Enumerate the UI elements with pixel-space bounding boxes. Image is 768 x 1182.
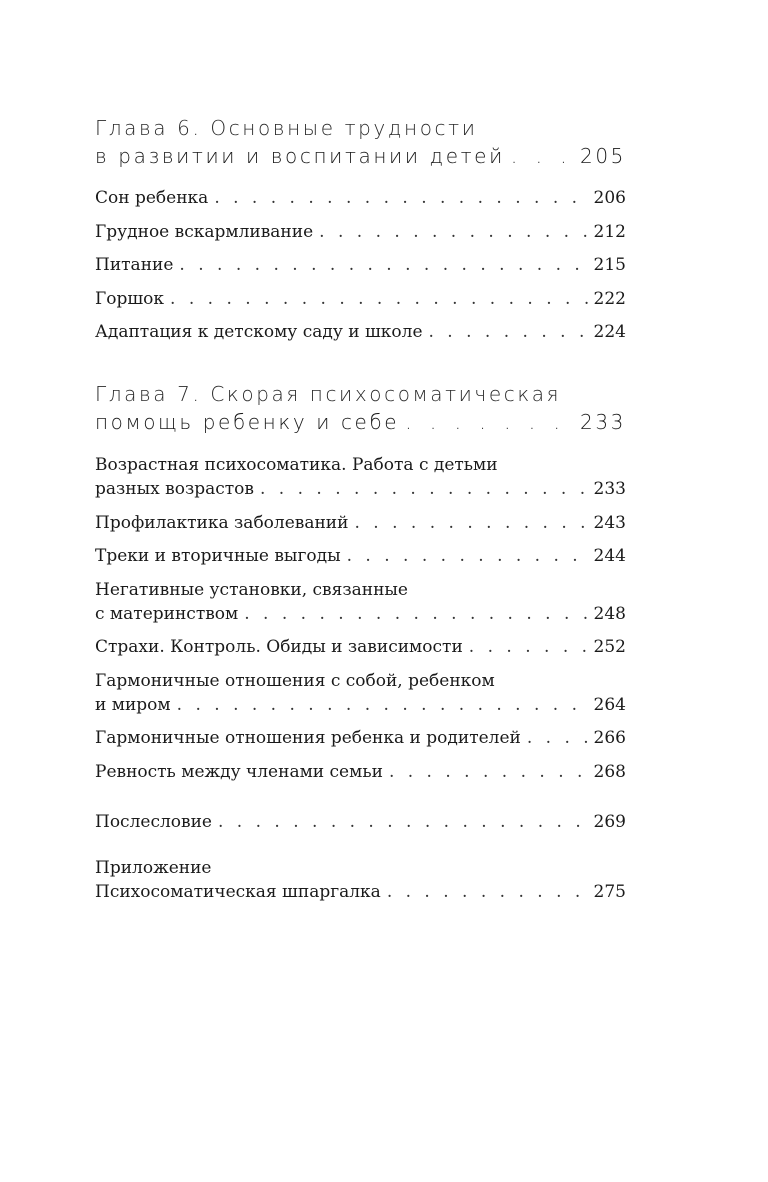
toc-entry-page: 264 <box>593 694 626 715</box>
toc-entry-row <box>95 602 626 626</box>
toc-appendix <box>95 856 626 904</box>
toc-entry <box>95 453 626 501</box>
chapter-6-heading <box>95 114 626 170</box>
toc-entry-page: 243 <box>593 512 626 533</box>
toc-entry-page: 215 <box>593 255 626 275</box>
dot-leader <box>354 511 587 535</box>
toc-entry <box>95 220 626 244</box>
appendix-heading: Приложение <box>95 858 212 878</box>
toc-entry-label: Треки и вторичные выгоды <box>95 546 341 566</box>
chapter-7-title-line1: Глава 7. Скорая психосоматическая <box>95 382 562 406</box>
chapter-7-page: 233 <box>580 410 626 434</box>
dot-leader <box>347 544 588 568</box>
toc-entry-page: 224 <box>593 322 626 342</box>
toc-entry-label: Профилактика заболеваний <box>95 512 349 533</box>
dot-leader <box>179 253 587 277</box>
toc-entry-page: 244 <box>593 546 626 566</box>
dot-leader <box>387 880 588 904</box>
dot-leader <box>511 142 574 170</box>
dot-leader <box>469 635 588 659</box>
toc-entry <box>95 253 626 277</box>
toc-entry-row <box>95 477 626 501</box>
toc-entry <box>95 287 626 311</box>
toc-entry <box>95 511 626 535</box>
toc-entry-page: 212 <box>593 221 626 242</box>
toc-entry <box>95 186 626 210</box>
toc-entry-label: Страхи. Контроль. Обиды и зависимости <box>95 637 463 657</box>
dot-leader <box>218 810 588 834</box>
chapter-6-title-line2: в развитии и воспитании детей <box>95 144 505 168</box>
toc-entry-page: 222 <box>593 288 626 309</box>
dot-leader <box>260 477 588 501</box>
chapter-6-title-row <box>95 142 626 170</box>
chapter-6-page: 205 <box>580 144 626 168</box>
chapter-6-entries <box>95 186 626 344</box>
toc-entry <box>95 578 626 626</box>
toc-entry-page: 233 <box>593 479 626 499</box>
chapter-7-entries <box>95 453 626 784</box>
toc-entry-page: 252 <box>593 637 626 657</box>
toc-entry <box>95 669 626 717</box>
afterword-label: Послесловие <box>95 812 212 832</box>
toc-entry-label: Адаптация к детскому саду и школе <box>95 322 423 342</box>
toc-entry <box>95 726 626 750</box>
chapter-7-title-line2: помощь ребенку и себе <box>95 410 400 434</box>
toc-entry-label-line1: Гармоничные отношения с собой, ребенком <box>95 670 495 691</box>
toc-entry-label-line1: Возрастная психосоматика. Работа с детьми <box>95 455 498 475</box>
toc-entry-row <box>95 693 626 717</box>
dot-leader <box>319 220 587 244</box>
toc-entry <box>95 544 626 568</box>
toc-entry-label: Горшок <box>95 288 165 309</box>
toc-entry-label: Ревность между членами семьи <box>95 761 383 782</box>
toc-entry <box>95 635 626 659</box>
appendix-page: 275 <box>593 882 626 902</box>
toc-entry <box>95 760 626 784</box>
chapter-7-title-row <box>95 408 626 436</box>
toc-entry-label: Сон ребенка <box>95 188 209 208</box>
toc-entry-page: 206 <box>593 188 626 208</box>
dot-leader <box>244 602 587 626</box>
dot-leader <box>389 760 588 784</box>
toc-entry <box>95 320 626 344</box>
appendix-label: Психосоматическая шпаргалка <box>95 882 381 902</box>
dot-leader <box>527 726 588 750</box>
toc-entry-page: 268 <box>593 761 626 782</box>
chapter-7-heading <box>95 380 626 436</box>
toc-entry-label: и миром <box>95 694 171 715</box>
toc-afterword <box>95 810 626 834</box>
dot-leader <box>429 320 588 344</box>
toc-entry-label: разных возрастов <box>95 479 254 499</box>
toc-entry-label: Грудное вскармливание <box>95 221 314 242</box>
toc-entry-label: Питание <box>95 255 174 275</box>
toc-entry-page: 248 <box>593 603 626 624</box>
toc-entry-label-line1: Негативные установки, связанные <box>95 579 408 600</box>
toc-entry-page: 266 <box>593 728 626 748</box>
dot-leader <box>405 408 574 436</box>
dot-leader <box>214 186 587 210</box>
dot-leader <box>177 693 588 717</box>
appendix-row <box>95 880 626 904</box>
toc-entry-label: с материнством <box>95 603 239 624</box>
afterword-page: 269 <box>593 812 626 832</box>
dot-leader <box>170 287 588 311</box>
toc-entry-label: Гармоничные отношения ребенка и родителей <box>95 728 521 748</box>
chapter-6-title-line1: Глава 6. Основные трудности <box>95 116 478 140</box>
